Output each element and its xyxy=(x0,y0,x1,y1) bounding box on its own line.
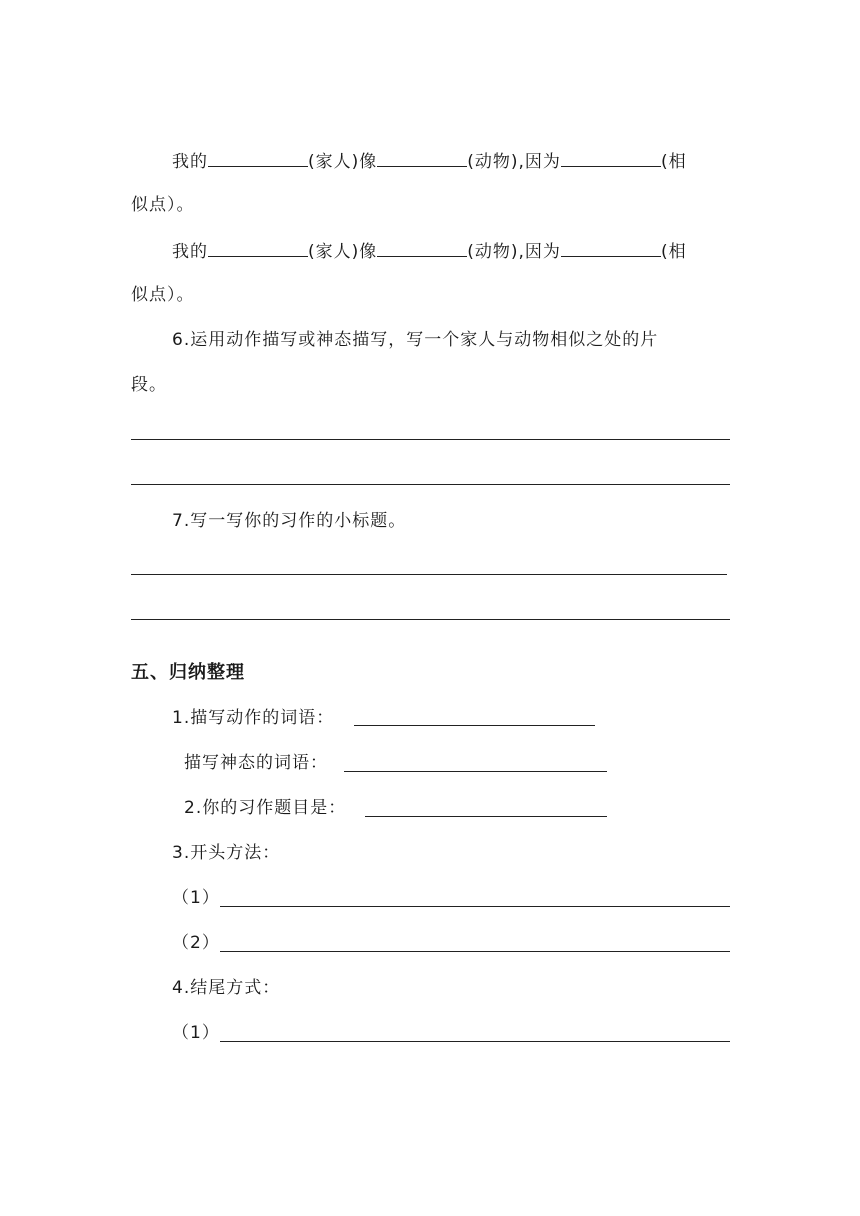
fill-row-2-animal-hint: (动物),因为 xyxy=(467,242,561,262)
animal-blank-1[interactable] xyxy=(377,149,467,167)
item-3-label: 3.开头方法： xyxy=(172,843,281,863)
trait-blank-2[interactable] xyxy=(561,239,661,257)
family-blank-1[interactable] xyxy=(208,149,308,167)
opening-method-2-blank[interactable] xyxy=(220,951,730,952)
answer-line-7b[interactable] xyxy=(131,619,730,620)
fill-row-1-prefix: 我的 xyxy=(172,152,208,172)
item-2-label: 2.你的习作题目是： xyxy=(184,798,347,818)
question-6-line-1: 6.运用动作描写或神态描写，写一个家人与动物相似之处的片 xyxy=(172,330,659,350)
item-1b-label: 描写神态的词语： xyxy=(184,753,328,773)
trait-blank-1[interactable] xyxy=(561,149,661,167)
item-3-sub-2-label: （2） xyxy=(172,933,220,953)
fill-row-1 xyxy=(172,149,687,173)
item-3-sub-1-label: （1） xyxy=(172,888,220,908)
ending-method-1-blank[interactable] xyxy=(220,1041,730,1042)
answer-line-6a[interactable] xyxy=(131,439,730,440)
fill-row-2-trait-hint: (相 xyxy=(660,242,687,262)
item-4-sub-1-label: （1） xyxy=(172,1023,220,1043)
question-7: 7.写一写你的习作的小标题。 xyxy=(172,511,407,531)
fill-row-1-trait-hint: (相 xyxy=(660,152,687,172)
fill-row-1-family-hint: (家人)像 xyxy=(308,152,378,172)
question-6-line-2: 段。 xyxy=(131,375,167,395)
fill-row-2-prefix: 我的 xyxy=(172,242,208,262)
fill-row-1-cont: 似点）。 xyxy=(131,195,195,215)
essay-title-blank[interactable] xyxy=(365,816,607,817)
fill-row-2-family-hint: (家人)像 xyxy=(308,242,378,262)
answer-line-7a[interactable] xyxy=(131,574,727,575)
section-5-heading: 五、归纳整理 xyxy=(131,662,245,683)
opening-method-1-blank[interactable] xyxy=(220,906,730,907)
item-1-label: 1.描写动作的词语： xyxy=(172,708,335,728)
animal-blank-2[interactable] xyxy=(377,239,467,257)
action-words-blank[interactable] xyxy=(354,725,595,726)
family-blank-2[interactable] xyxy=(208,239,308,257)
item-4-label: 4.结尾方式： xyxy=(172,978,281,998)
fill-row-1-animal-hint: (动物),因为 xyxy=(467,152,561,172)
answer-line-6b[interactable] xyxy=(131,484,730,485)
expression-words-blank[interactable] xyxy=(344,771,607,772)
fill-row-2 xyxy=(172,239,687,263)
fill-row-2-cont: 似点）。 xyxy=(131,285,195,305)
